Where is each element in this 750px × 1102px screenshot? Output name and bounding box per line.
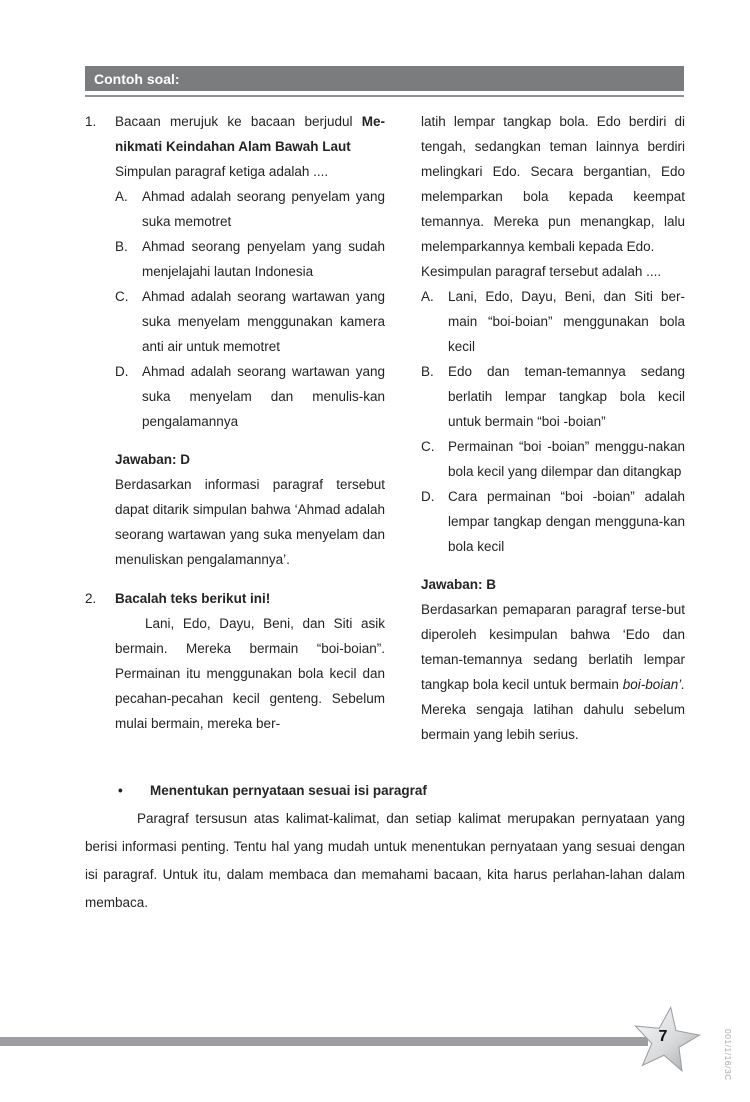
question-2-option-b [421, 359, 685, 434]
question-2-body [115, 586, 385, 736]
two-column-content [85, 109, 685, 747]
question-2-heading: Bacalah teks berikut ini! [115, 591, 271, 606]
bottom-section-paragraph: Paragraf tersusun atas kalimat-kalimat, dan setiap kalimat merupakan pernyataan yang berisi informasi penting. Tentu hal yang mudah untuk menentukan pernyataan yang sesuai dengan isi paragraf. Untuk itu, dalam membaca dan memahami bacaan, kita harus perlahan-lahan dalam membaca. [85, 811, 685, 910]
question-1-option-a [115, 184, 385, 234]
option-letter: D. [115, 364, 129, 379]
question-2-answer-label: Jawaban: B [421, 577, 497, 592]
question-2-option-d [421, 484, 685, 559]
question-2-prompt: Kesimpulan paragraf tersebut adalah .... [421, 264, 662, 279]
bottom-section [85, 777, 685, 917]
option-letter: C. [115, 289, 129, 304]
explanation-text: Mereka sengaja latihan dahulu sebelum bermain yang lebih serius. [421, 702, 685, 742]
section-header-title: Contoh soal: [94, 70, 180, 87]
question-2-option-a [421, 284, 685, 359]
question-1-intro [115, 109, 385, 159]
question-2 [85, 586, 385, 736]
question-2-answer-block [421, 572, 685, 747]
question-2-option-c [421, 434, 685, 484]
question-1-body [115, 109, 385, 572]
question-1-reading-title: Me-nikmati Keindahan Alam Bawah Laut [115, 114, 385, 154]
option-letter: A. [115, 189, 128, 204]
question-2-passage-continued: latih lempar tangkap bola. Edo berdiri di tengah, sedangkan teman lainnya berdiri melingkari Edo. Secara bergantian, Edo melemparkan bola kepada keempat temannya. Mereka pun menangkap, lalu melemparkannya kembali kepada Edo. [421, 114, 685, 254]
question-2-number: 2. [85, 591, 97, 606]
question-1-prompt: Simpulan paragraf ketiga adalah .... [115, 164, 329, 179]
option-text: Ahmad seorang penyelam yang sudah menjelajahi lautan Indonesia [142, 239, 385, 279]
option-letter: D. [421, 489, 435, 504]
question-1-number: 1. [85, 114, 97, 129]
right-column [421, 109, 685, 747]
option-letter: C. [421, 439, 435, 454]
question-1-intro-text: Bacaan merujuk ke bacaan berjudul [115, 114, 362, 129]
question-1-explanation: Berdasarkan informasi paragraf tersebut dapat ditarik simpulan bahwa ‘Ahmad adalah seorang wartawan yang suka menyelam dan menuliskan pengalamannya’. [115, 477, 385, 567]
footer-bar [0, 1037, 648, 1046]
question-2-passage: Lani, Edo, Dayu, Beni, dan Siti asik bermain. Mereka bermain “boi-boian”. Permainan itu menggunakan bola kecil dan pecahan-pecahan kecil genteng. Sebelum mulai bermain, mereka ber- [115, 616, 385, 731]
option-text: Permainan “boi -boian” menggu-nakan bola kecil yang dilempar dan ditangkap [448, 439, 685, 479]
question-1 [85, 109, 385, 572]
explanation-text: Berdasarkan pemaparan paragraf terse-but diperoleh kesimpulan bahwa ‘Edo dan teman-temannya sedang berlatih lempar tangkap bola kecil untuk bermain [421, 602, 685, 692]
explanation-italic-term: boi-boian’. [622, 677, 685, 692]
print-code: 001/1/16/3C [723, 1029, 733, 1081]
question-1-option-c [115, 284, 385, 359]
question-1-option-b [115, 234, 385, 284]
page-number: 7 [658, 1028, 668, 1045]
option-text: Cara permainan “boi -boian” adalah lempar tangkap dengan mengguna-kan bola kecil [448, 489, 685, 554]
option-text: Lani, Edo, Dayu, Beni, dan Siti ber-main “boi-boian” menggunakan bola kecil [448, 289, 685, 354]
option-letter: B. [115, 239, 128, 254]
bullet-heading-row [85, 777, 685, 805]
option-text: Ahmad adalah seorang penyelam yang suka memotret [142, 189, 385, 229]
question-1-answer-label: Jawaban: D [115, 452, 191, 467]
option-text: Edo dan teman-temannya sedang berlatih lempar tangkap bola kecil untuk bermain “boi -boian” [448, 364, 685, 429]
bullet-icon: • [118, 783, 123, 798]
option-letter: A. [421, 289, 434, 304]
question-1-answer-block [115, 447, 385, 572]
option-letter: B. [421, 364, 434, 379]
question-2-explanation [421, 597, 685, 747]
question-1-option-d [115, 359, 385, 434]
header-divider-rule [85, 95, 684, 97]
bottom-section-heading: Menentukan pernyataan sesuai isi paragraf [150, 783, 427, 798]
section-header-bar [85, 66, 684, 91]
left-column [85, 109, 385, 747]
option-text: Ahmad adalah seorang wartawan yang suka menyelam menggunakan kamera anti air untuk memotret [142, 289, 385, 354]
option-text: Ahmad adalah seorang wartawan yang suka menyelam dan menulis-kan pengalamannya [142, 364, 385, 429]
